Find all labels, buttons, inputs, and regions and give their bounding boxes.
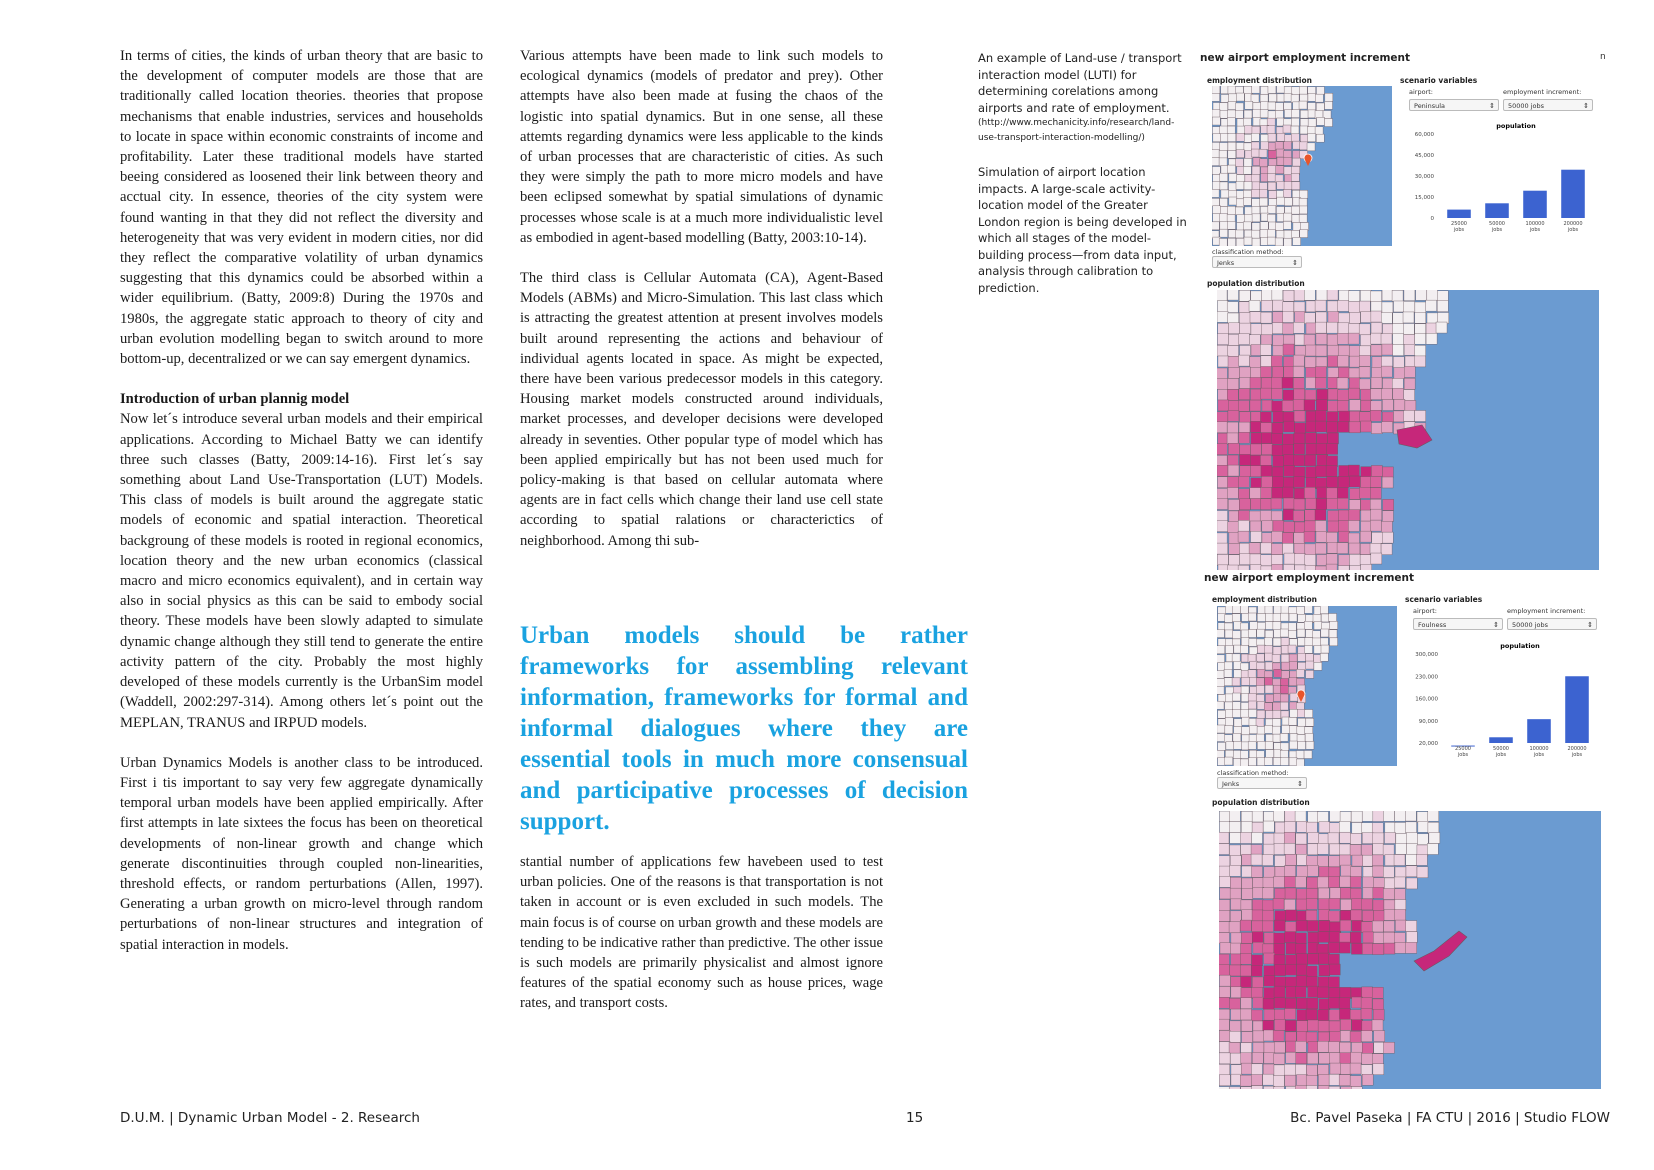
bar bbox=[1485, 203, 1509, 218]
x-tick-label: jobs bbox=[1457, 752, 1469, 758]
scenario-label: scenario variables bbox=[1405, 595, 1483, 604]
x-tick-label: 25000 bbox=[1455, 746, 1471, 752]
chart-title: population bbox=[1500, 642, 1540, 650]
airport-select[interactable]: Peninsula ⇕ bbox=[1409, 99, 1499, 111]
panel-title: new airport employment increment bbox=[1204, 572, 1414, 584]
x-tick-label: jobs bbox=[1453, 227, 1465, 233]
page-number: 15 bbox=[906, 1110, 924, 1126]
x-tick-label: jobs bbox=[1529, 227, 1541, 233]
caption-text: An example of Land-use / transport interaction model (LUTI) for determining corelations among airports and rate of employment. bbox=[978, 51, 1182, 115]
increment-label: employment increment: bbox=[1503, 88, 1582, 96]
x-tick-label: 50000 bbox=[1489, 221, 1505, 227]
population-label: population distribution bbox=[1207, 279, 1305, 288]
bar bbox=[1527, 719, 1551, 743]
x-tick-label: jobs bbox=[1533, 752, 1545, 758]
airport-pin-icon bbox=[1304, 154, 1312, 166]
x-tick-label: 25000 bbox=[1451, 221, 1467, 227]
map-regions bbox=[1219, 811, 1440, 1089]
paragraph: Various attempts have been made to link such models to ecological dynamics (models of predator and prey). Other attempts have also been made at fusing the chaos of the logistic into spatial dynamics. But in one sense, all these attemts regarding dynamics were less applicable to the kinds of urban processes that are characteristic of cities. As such they were simply the path to more micro models and have been eclipsed somewhat by spatial simulations of dynamic processes whose scale is at a much more individualistic level as embodied in agent-based modelling (Batty, 2003:10-14). bbox=[520, 48, 883, 246]
pull-quote: Urban models should be rather frameworks for assembling relevant information, frameworks for formal and informal dialogues where they are essential tools in much more consensual and participative processes of decision support. bbox=[520, 622, 968, 835]
y-tick-label: 230,000 bbox=[1415, 674, 1438, 681]
y-tick-label: 300,000 bbox=[1415, 652, 1438, 658]
text-column-middle-continued bbox=[520, 852, 883, 1014]
y-tick-label: 90,000 bbox=[1418, 718, 1438, 725]
map-svg bbox=[1212, 86, 1392, 246]
bar bbox=[1489, 737, 1513, 743]
classification-label: classification method: bbox=[1217, 769, 1289, 777]
bar bbox=[1565, 676, 1589, 743]
airport-label: airport: bbox=[1413, 607, 1437, 615]
employment-label: employment distribution bbox=[1207, 76, 1312, 85]
x-tick-label: jobs bbox=[1571, 752, 1583, 758]
y-tick-label: 60,000 bbox=[1414, 132, 1434, 138]
increment-select[interactable]: 50000 jobs ⇕ bbox=[1507, 618, 1597, 630]
footer-right: Bc. Pavel Paseka | FA CTU | 2016 | Studio FLOW bbox=[1290, 1110, 1610, 1126]
figure-caption-simulation: Simulation of airport location impacts. A large-scale activity-location model of the Greater London region is being developed in which all stages of the model-building process—from data input, analysis through calibration to prediction. bbox=[978, 165, 1187, 295]
y-tick-label: 45,000 bbox=[1414, 153, 1434, 159]
population-bar-chart bbox=[1404, 640, 1604, 765]
classification-select[interactable]: Jenks ⇕ bbox=[1217, 777, 1307, 789]
paragraph: The third class is Cellular Automata (CA), Agent-Based Models (ABMs) and Micro-Simulation. This last class which is attracting the greatest attention at present involves models built around representing the actions and behaviour of individual agents located in space. As might be expected, there have been various predecessor models in this category. Housing market models constructed around individuals, market processes, and developer decisions were developed already in seventies. Other popular type of model which has been applied empirically but has not been used much for policy-making is that based on cellular automata where agents are in fact cells which change their land use cell state according to spatial ralations or characterictics of neighborhood. Among thi sub- bbox=[520, 270, 883, 549]
paragraph: stantial number of applications few havebeen used to test urban policies. One of the reasons is that transportation is not taken in account or is even excluded in such models. The main focus is of course on urban growth and these models are tending to be indicative rather than predictive. The other issue is such models are primarily physicalist and almost ignore features of the spatial economy such as house prices, wage rates, and transport costs. bbox=[520, 854, 883, 1012]
text-column-left bbox=[120, 46, 483, 955]
airport-label: airport: bbox=[1409, 88, 1433, 96]
figure-caption bbox=[978, 50, 1190, 146]
map-regions bbox=[1217, 606, 1338, 766]
paragraph: Urban Dynamics Models is another class to be introduced. First i tis important to say very few aggregate dynamically temporal urban models have been applied empirically. After first attempts in late sixtees the focus has been on theoretical developments of non-linear growth and change which generate discontinuities through coupled non-linearities, threshold effects, or random perturbations (Allen, 1997). Generating a urban growth on micro-level through random perturbations of non-linear structures and integration of spatial interaction in models. bbox=[120, 754, 483, 953]
y-tick-label: 0 bbox=[1430, 216, 1434, 222]
y-tick-label: 20,000 bbox=[1418, 741, 1438, 747]
bar bbox=[1561, 170, 1585, 218]
increment-select[interactable]: 50000 jobs ⇕ bbox=[1503, 99, 1593, 111]
bar bbox=[1523, 191, 1547, 218]
population-map bbox=[1217, 290, 1599, 570]
x-tick-label: 200000 bbox=[1567, 746, 1587, 752]
x-tick-label: jobs bbox=[1495, 752, 1507, 758]
x-tick-label: jobs bbox=[1567, 227, 1579, 233]
y-tick-label: 30,000 bbox=[1414, 174, 1434, 180]
caption-source: (http://www.mechanicity.info/research/land-use-transport-interaction-modelling/) bbox=[978, 118, 1175, 143]
classification-label: classification method: bbox=[1212, 248, 1284, 256]
y-tick-label: 15,000 bbox=[1414, 195, 1434, 201]
classification-select[interactable]: Jenks ⇕ bbox=[1212, 256, 1302, 268]
x-tick-label: 100000 bbox=[1529, 746, 1549, 752]
map-svg bbox=[1219, 811, 1601, 1089]
y-tick-label: 160,000 bbox=[1415, 696, 1438, 703]
chart-title: population bbox=[1496, 122, 1536, 130]
scenario-label: scenario variables bbox=[1400, 76, 1478, 85]
map-svg bbox=[1217, 606, 1397, 766]
employment-label: employment distribution bbox=[1212, 595, 1317, 604]
footer-left: D.U.M. | Dynamic Urban Model - 2. Research bbox=[120, 1110, 420, 1126]
paragraph: In terms of cities, the kinds of urban theory that are basic to the development of computer models are those that are traditionally called location theories. theories that propose mechanisms that enable industries, services and households to locate in space within economic constraints of income and profitability. Later these traditional models have started beeing considered as loosened their link between theory and acctual city. In essence, theories of the city system were found wanting in that they did not reflect the diversity and heterogeneity that was very evident in modern cities, nor did they reflect the comparative volatility of urban dynamics suggesting that this dynamics could be absorbed within a wider equilibrium. (Batty, 2009:8) During the 1970s and 1980s, the aggregate static approach to theory of city and urban evolution modelling began to switch around to more bottom-up, decentralized or we can say emergent dynamics. bbox=[120, 48, 483, 368]
panel-title: new airport employment increment bbox=[1200, 52, 1410, 64]
airport-impact-region bbox=[1414, 931, 1467, 971]
population-map bbox=[1219, 811, 1601, 1089]
map-regions bbox=[1212, 86, 1333, 246]
section-heading: Introduction of urban plannig model bbox=[120, 391, 350, 408]
population-label: population distribution bbox=[1212, 798, 1310, 807]
x-tick-label: 100000 bbox=[1525, 221, 1545, 227]
bar bbox=[1447, 210, 1471, 218]
corner-mark: n bbox=[1600, 52, 1606, 62]
text-column-middle bbox=[520, 46, 883, 551]
employment-map bbox=[1212, 86, 1392, 246]
map-svg bbox=[1217, 290, 1599, 570]
x-tick-label: 50000 bbox=[1493, 746, 1509, 752]
employment-map bbox=[1217, 606, 1397, 766]
x-tick-label: jobs bbox=[1491, 227, 1503, 233]
paragraph: Now let´s introduce several urban models and their empirical applications. According to Michael Batty we can identify three such classes (Batty, 2009:14-16). First let´s say something about Land Use-Transportation (LUT) Models. This class of models is built around the aggregate static models of economic and spatial interaction. Theoretical backgroung of these models is rooted in regional economics, location theory and the new urban economics (classical macro and micro economics equivalent), and in certain way also in social physics as this can be said to embody social theory. These models have been slowly adapted to simulate dynamic change although they still tend to generate the entire activity pattern of the city. Probably the most highly developed of these models currently is the UrbanSim model (Waddell, 2002:297-314). Among others let´s point out the MEPLAN, TRANUS and IRPUD models. bbox=[120, 411, 483, 731]
increment-label: employment increment: bbox=[1507, 607, 1586, 615]
x-tick-label: 200000 bbox=[1563, 221, 1583, 227]
population-bar-chart bbox=[1400, 120, 1600, 240]
airport-select[interactable]: Foulness ⇕ bbox=[1413, 618, 1503, 630]
